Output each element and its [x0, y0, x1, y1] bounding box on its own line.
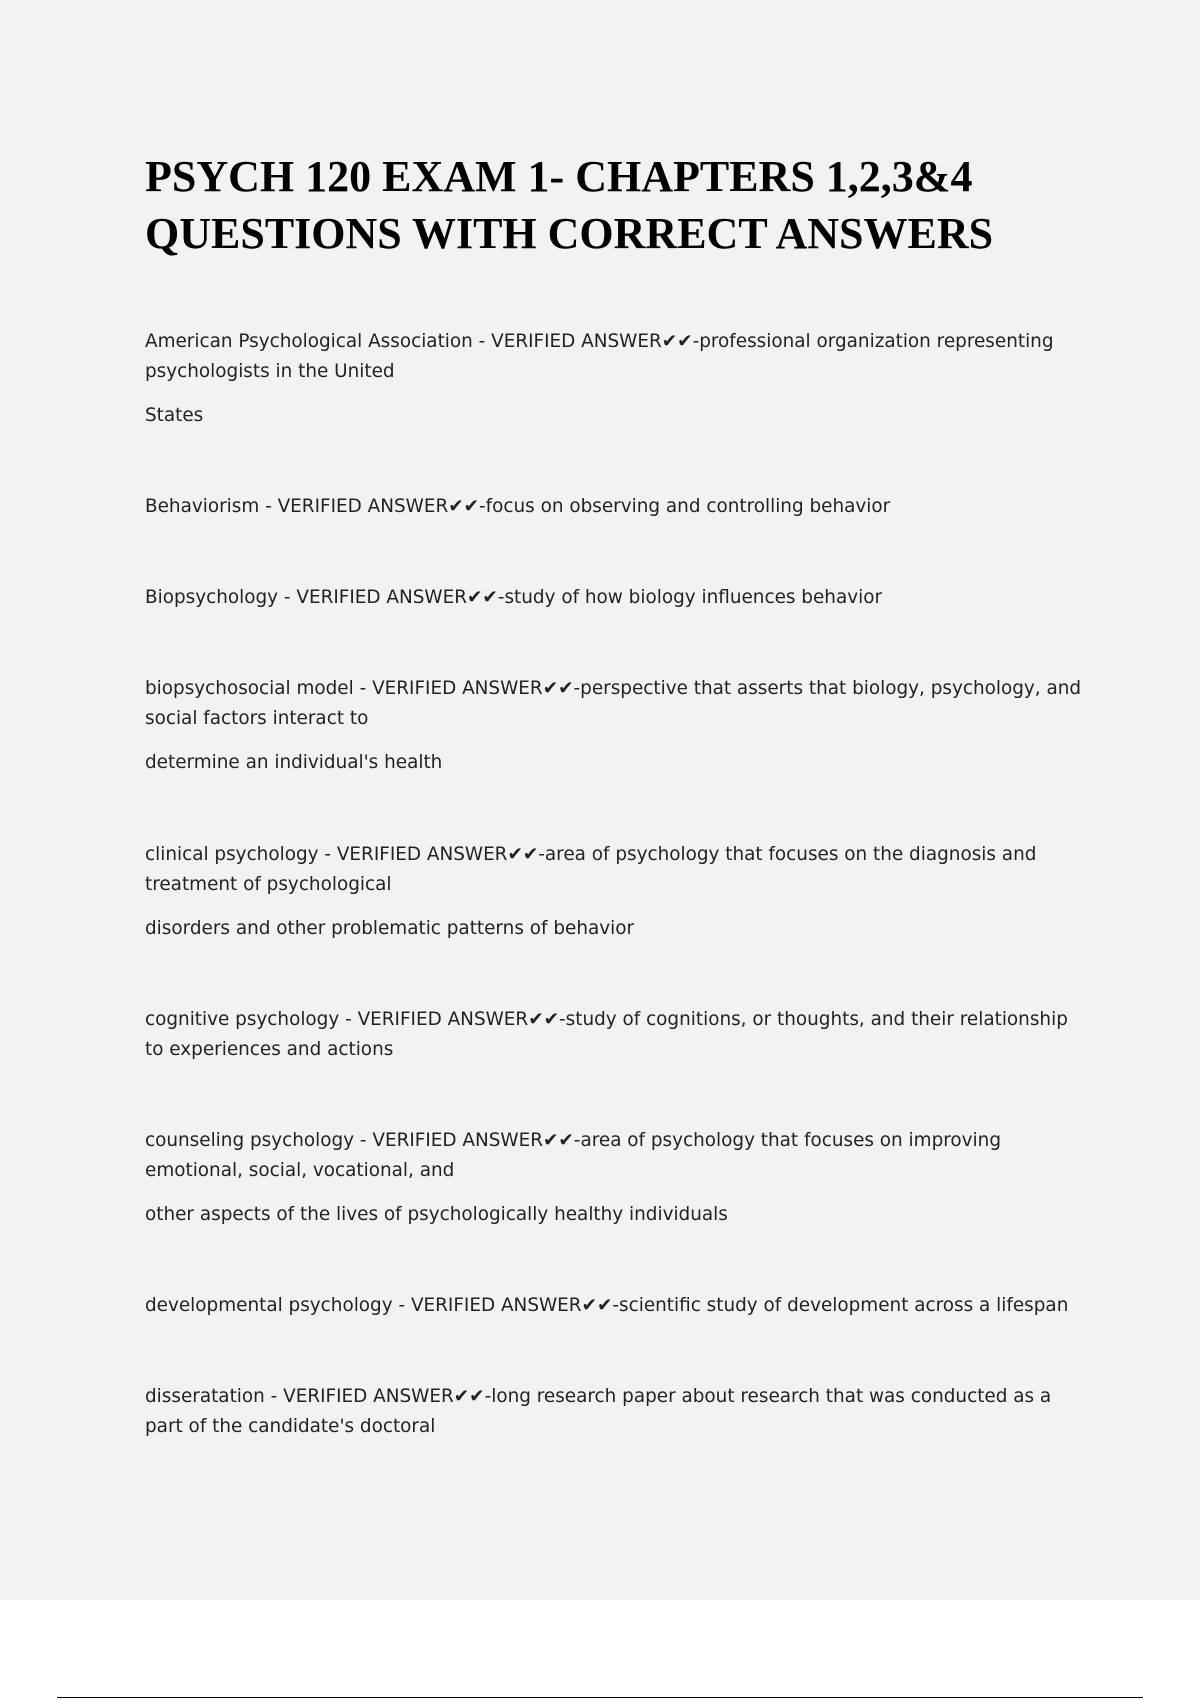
entry-line: American Psychological Association - VERIFIED ANSWER✔✔-professional organization representing [145, 331, 1054, 352]
entry-line: disseratation - VERIFIED ANSWER✔✔-long research paper about research that was conducted as a [145, 1386, 1052, 1407]
entry-line: States [145, 405, 204, 426]
title-line-2: QUESTIONS WITH CORRECT ANSWERS [145, 209, 994, 258]
entry-line: treatment of psychological [145, 874, 392, 895]
entry-line: Behaviorism - VERIFIED ANSWER✔✔-focus on observing and controlling behavior [145, 496, 891, 517]
entry-line: other aspects of the lives of psychologically healthy individuals [145, 1204, 728, 1225]
entry-line: psychologists in the United [145, 361, 395, 382]
glossary-entry-counseling-psychology [145, 1126, 1095, 1246]
glossary-entry-disseratation [145, 1382, 1095, 1458]
glossary-entries [145, 327, 1095, 1458]
glossary-entry-american-psychological-association [145, 327, 1095, 447]
glossary-entry-biopsychology [145, 583, 1095, 629]
glossary-entry-behaviorism [145, 492, 1095, 538]
entry-line: disorders and other problematic patterns of behavior [145, 918, 635, 939]
title-line-1: PSYCH 120 EXAM 1- CHAPTERS 1,2,3&4 [145, 152, 973, 201]
glossary-entry-biopsychosocial-model [145, 674, 1095, 794]
glossary-entry-developmental-psychology [145, 1291, 1095, 1337]
entry-line: part of the candidate's doctoral [145, 1416, 436, 1437]
glossary-entry-cognitive-psychology [145, 1005, 1095, 1081]
entry-line: clinical psychology - VERIFIED ANSWER✔✔-area of psychology that focuses on the diagnosis and [145, 844, 1037, 865]
entry-line: to experiences and actions [145, 1039, 394, 1060]
entry-line: emotional, social, vocational, and [145, 1160, 455, 1181]
entry-line: determine an individual's health [145, 752, 443, 773]
entry-line: biopsychosocial model - VERIFIED ANSWER✔✔-perspective that asserts that biology, psychology, and [145, 678, 1082, 699]
entry-line: counseling psychology - VERIFIED ANSWER✔✔-area of psychology that focuses on improving [145, 1130, 1001, 1151]
entry-line: developmental psychology - VERIFIED ANSWER✔✔-scientific study of development across a lifespan [145, 1295, 1069, 1316]
entry-line: social factors interact to [145, 708, 369, 729]
entry-line: Biopsychology - VERIFIED ANSWER✔✔-study of how biology influences behavior [145, 587, 883, 608]
footer-divider [57, 1697, 1143, 1698]
glossary-entry-clinical-psychology [145, 840, 1095, 960]
entry-line: cognitive psychology - VERIFIED ANSWER✔✔-study of cognitions, or thoughts, and their relationship [145, 1009, 1068, 1030]
document-title [145, 148, 1105, 262]
